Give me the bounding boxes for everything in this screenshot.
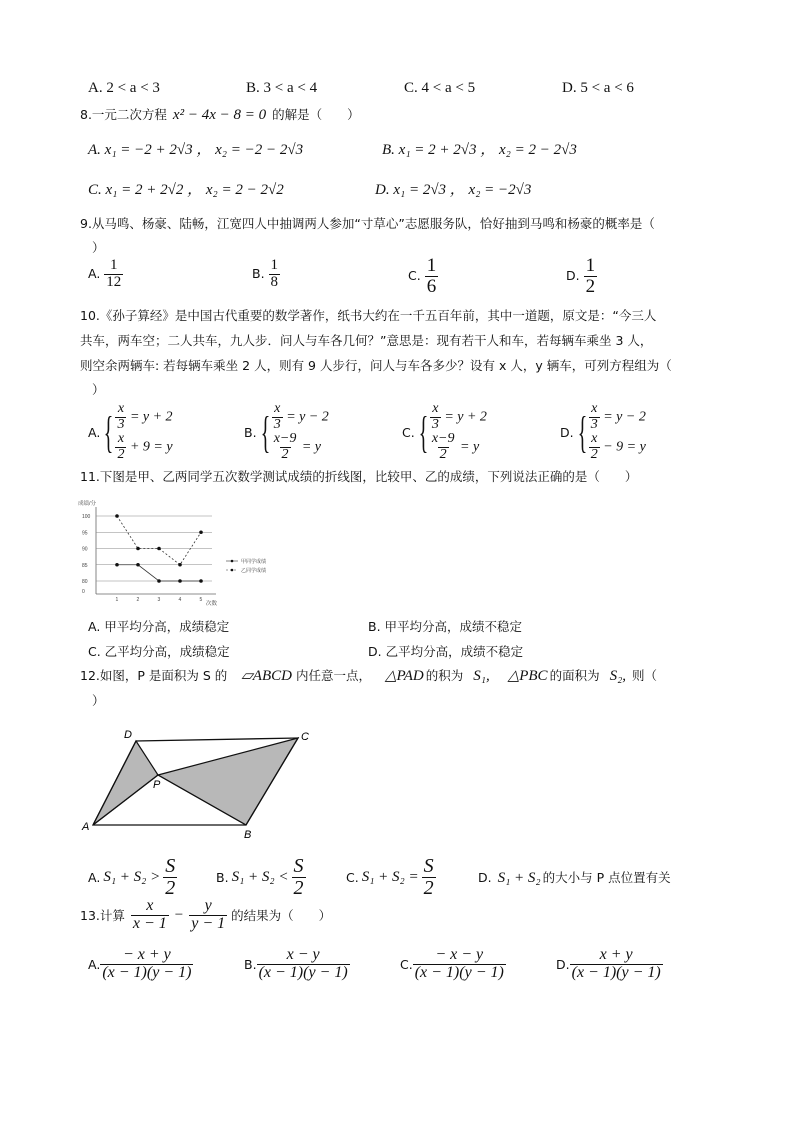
chart-ylabel: 成绩/分 (78, 501, 97, 507)
q9-option-d: D. $\frac{1}{2}$ (566, 255, 596, 297)
q9-option-b: B. $\frac{1}{8}$ (252, 257, 279, 290)
q10-line-3: 则空余两辆车: 若每辆车乘坐 2 人，则有 9 人步行，问人与车各多少？设有 x 人，y 辆车，可列方程组为（ (80, 358, 672, 373)
q10-option-d: D. { $\frac{x}{3}$ = y − 2 $\frac{x}{2}$ − 9 = y (560, 401, 646, 463)
chart-xlabel: 次数 (206, 601, 218, 607)
chart-point-series-1 (178, 579, 182, 583)
chart-y-tick: 90 (82, 546, 88, 553)
q8-option-d: D. x₁ = 2√3 ， x₂ = −2√3 (375, 182, 532, 198)
parallelogram-figure (80, 724, 330, 839)
q12-option-d: D. S₁ + S₂ 的大小与 P 点位置有关 (478, 870, 671, 886)
chart-point-series-2 (136, 547, 140, 551)
chart-x-tick: 5 (199, 597, 203, 603)
q12-option-a: A. S₁ + S₂ > $\frac{S}{2}$ (88, 855, 176, 899)
chart-y-tick: 80 (82, 579, 88, 585)
chart-legend-label: 甲同学成绩 (241, 559, 267, 565)
q13-option-b: B. $\frac{x - y}{(x - 1)(y - 1)}$ (244, 946, 348, 981)
chart-y-tick: 0 (82, 589, 85, 595)
q7-option-c: C. 4 < a < 5 (404, 80, 476, 96)
q8-option-b: B. x₁ = 2 + 2√3 ， x₂ = 2 − 2√3 (382, 142, 577, 158)
label-p: P (153, 779, 161, 791)
score-line-chart (76, 495, 286, 607)
q10-option-c: C. { $\frac{x}{3}$ = y + 2 $\frac{x-9}{2}$ = y (402, 401, 487, 463)
chart-point-series-1 (136, 563, 140, 567)
q10-option-a: A. { $\frac{x}{3}$ = y + 2 $\frac{x}{2}$ + 9 = y (88, 401, 173, 463)
q7-option-b: B. 3 < a < 4 (246, 80, 318, 96)
q12-option-b: B. S₁ + S₂ < $\frac{S}{2}$ (216, 855, 304, 899)
q11-option-b: B. 甲平均分高，成绩不稳定 (368, 619, 523, 634)
label-c: C (301, 731, 309, 743)
q7-option-a: A. 2 < a < 3 (88, 80, 160, 96)
q13-option-d: D. $\frac{x + y}{(x - 1)(y - 1)}$ (556, 946, 661, 981)
chart-point-series-2 (115, 514, 119, 518)
chart-point-series-2 (157, 547, 161, 551)
chart-series-line-2 (117, 516, 201, 565)
chart-y-tick: 85 (82, 562, 88, 569)
chart-point-series-1 (115, 563, 119, 567)
q9-option-c: C. $\frac{1}{6}$ (408, 255, 437, 297)
chart-legend-marker (231, 569, 234, 572)
q10-option-b: B. { $\frac{x}{3}$ = y − 2 $\frac{x-9}{2}$ = y (244, 401, 329, 463)
chart-series-line-1 (117, 565, 201, 581)
q12-stem: 12.如图，P 是面积为 S 的 ▱ABCD 内任意一点， △PAD 的积为 S₁, △PBC 的面积为 S₂, 则（ (80, 668, 658, 684)
q13-stem: 13.计算 $\frac{x}{x - 1}$ − $\frac{y}{y - 1}$ 的结果为（ ） (80, 897, 332, 932)
chart-x-tick: 3 (157, 597, 161, 603)
chart-point-series-1 (199, 579, 203, 583)
q13-option-c: C. $\frac{- x - y}{(x - 1)(y - 1)}$ (400, 946, 504, 981)
q8-option-a: A. x₁ = −2 + 2√3 ， x₂ = −2 − 2√3 (88, 142, 304, 158)
q12-stem-cont: ） (92, 693, 105, 708)
chart-point-series-2 (199, 530, 203, 534)
q10-line-1: 10.《孙子算经》是中国古代重要的数学著作，纸书大约在一千五百年前，其中一道题，原文是：“今三人 (80, 308, 657, 323)
q10-line-2: 共车，两车空；二人共车，九人步．问人与车各几何？”意思是：现有若干人和车，若每辆车乘坐 3 人， (80, 333, 653, 348)
triangle-pbc-shaded (158, 738, 298, 825)
q10-line-4: ） (92, 382, 105, 397)
label-d: D (124, 729, 132, 741)
chart-legend-label: 乙同学成绩 (241, 568, 267, 574)
q9-option-a: A. $\frac{1}{12}$ (88, 257, 122, 290)
chart-x-tick: 1 (115, 597, 119, 603)
label-a: A (82, 821, 90, 833)
q9-stem: 9.从马鸣、杨豪、陆畅，江宽四人中抽调两人参加“寸草心”志愿服务队，恰好抽到马鸣和杨豪的概率是（ (80, 216, 655, 231)
q11-option-c: C. 乙平均分高，成绩稳定 (88, 644, 230, 659)
q8-option-c: C. x₁ = 2 + 2√2 ， x₂ = 2 − 2√2 (88, 182, 284, 198)
q11-stem: 11.下图是甲、乙两同学五次数学测试成绩的折线图，比较甲、乙的成绩，下列说法正确的是（ ） (80, 469, 638, 484)
chart-legend-marker (231, 560, 234, 563)
q7-option-d: D. 5 < a < 6 (562, 80, 634, 96)
chart-y-tick: 100 (82, 514, 91, 520)
label-b: B (244, 829, 252, 839)
q11-option-d: D. 乙平均分高，成绩不稳定 (368, 644, 524, 659)
q12-option-c: C. S₁ + S₂ = $\frac{S}{2}$ (346, 855, 434, 899)
chart-x-tick: 4 (178, 597, 182, 603)
chart-point-series-1 (157, 579, 161, 583)
q11-option-a: A. 甲平均分高，成绩稳定 (88, 619, 230, 634)
q9-stem-cont: ） (92, 240, 105, 255)
q8-stem: 8.一元二次方程 x² − 4x − 8 = 0 的解是（ ） (80, 107, 360, 123)
chart-point-series-2 (178, 563, 182, 567)
chart-x-tick: 2 (136, 597, 140, 603)
q13-option-a: A. $\frac{- x + y}{(x - 1)(y - 1)}$ (88, 946, 192, 981)
chart-y-tick: 95 (82, 530, 88, 537)
